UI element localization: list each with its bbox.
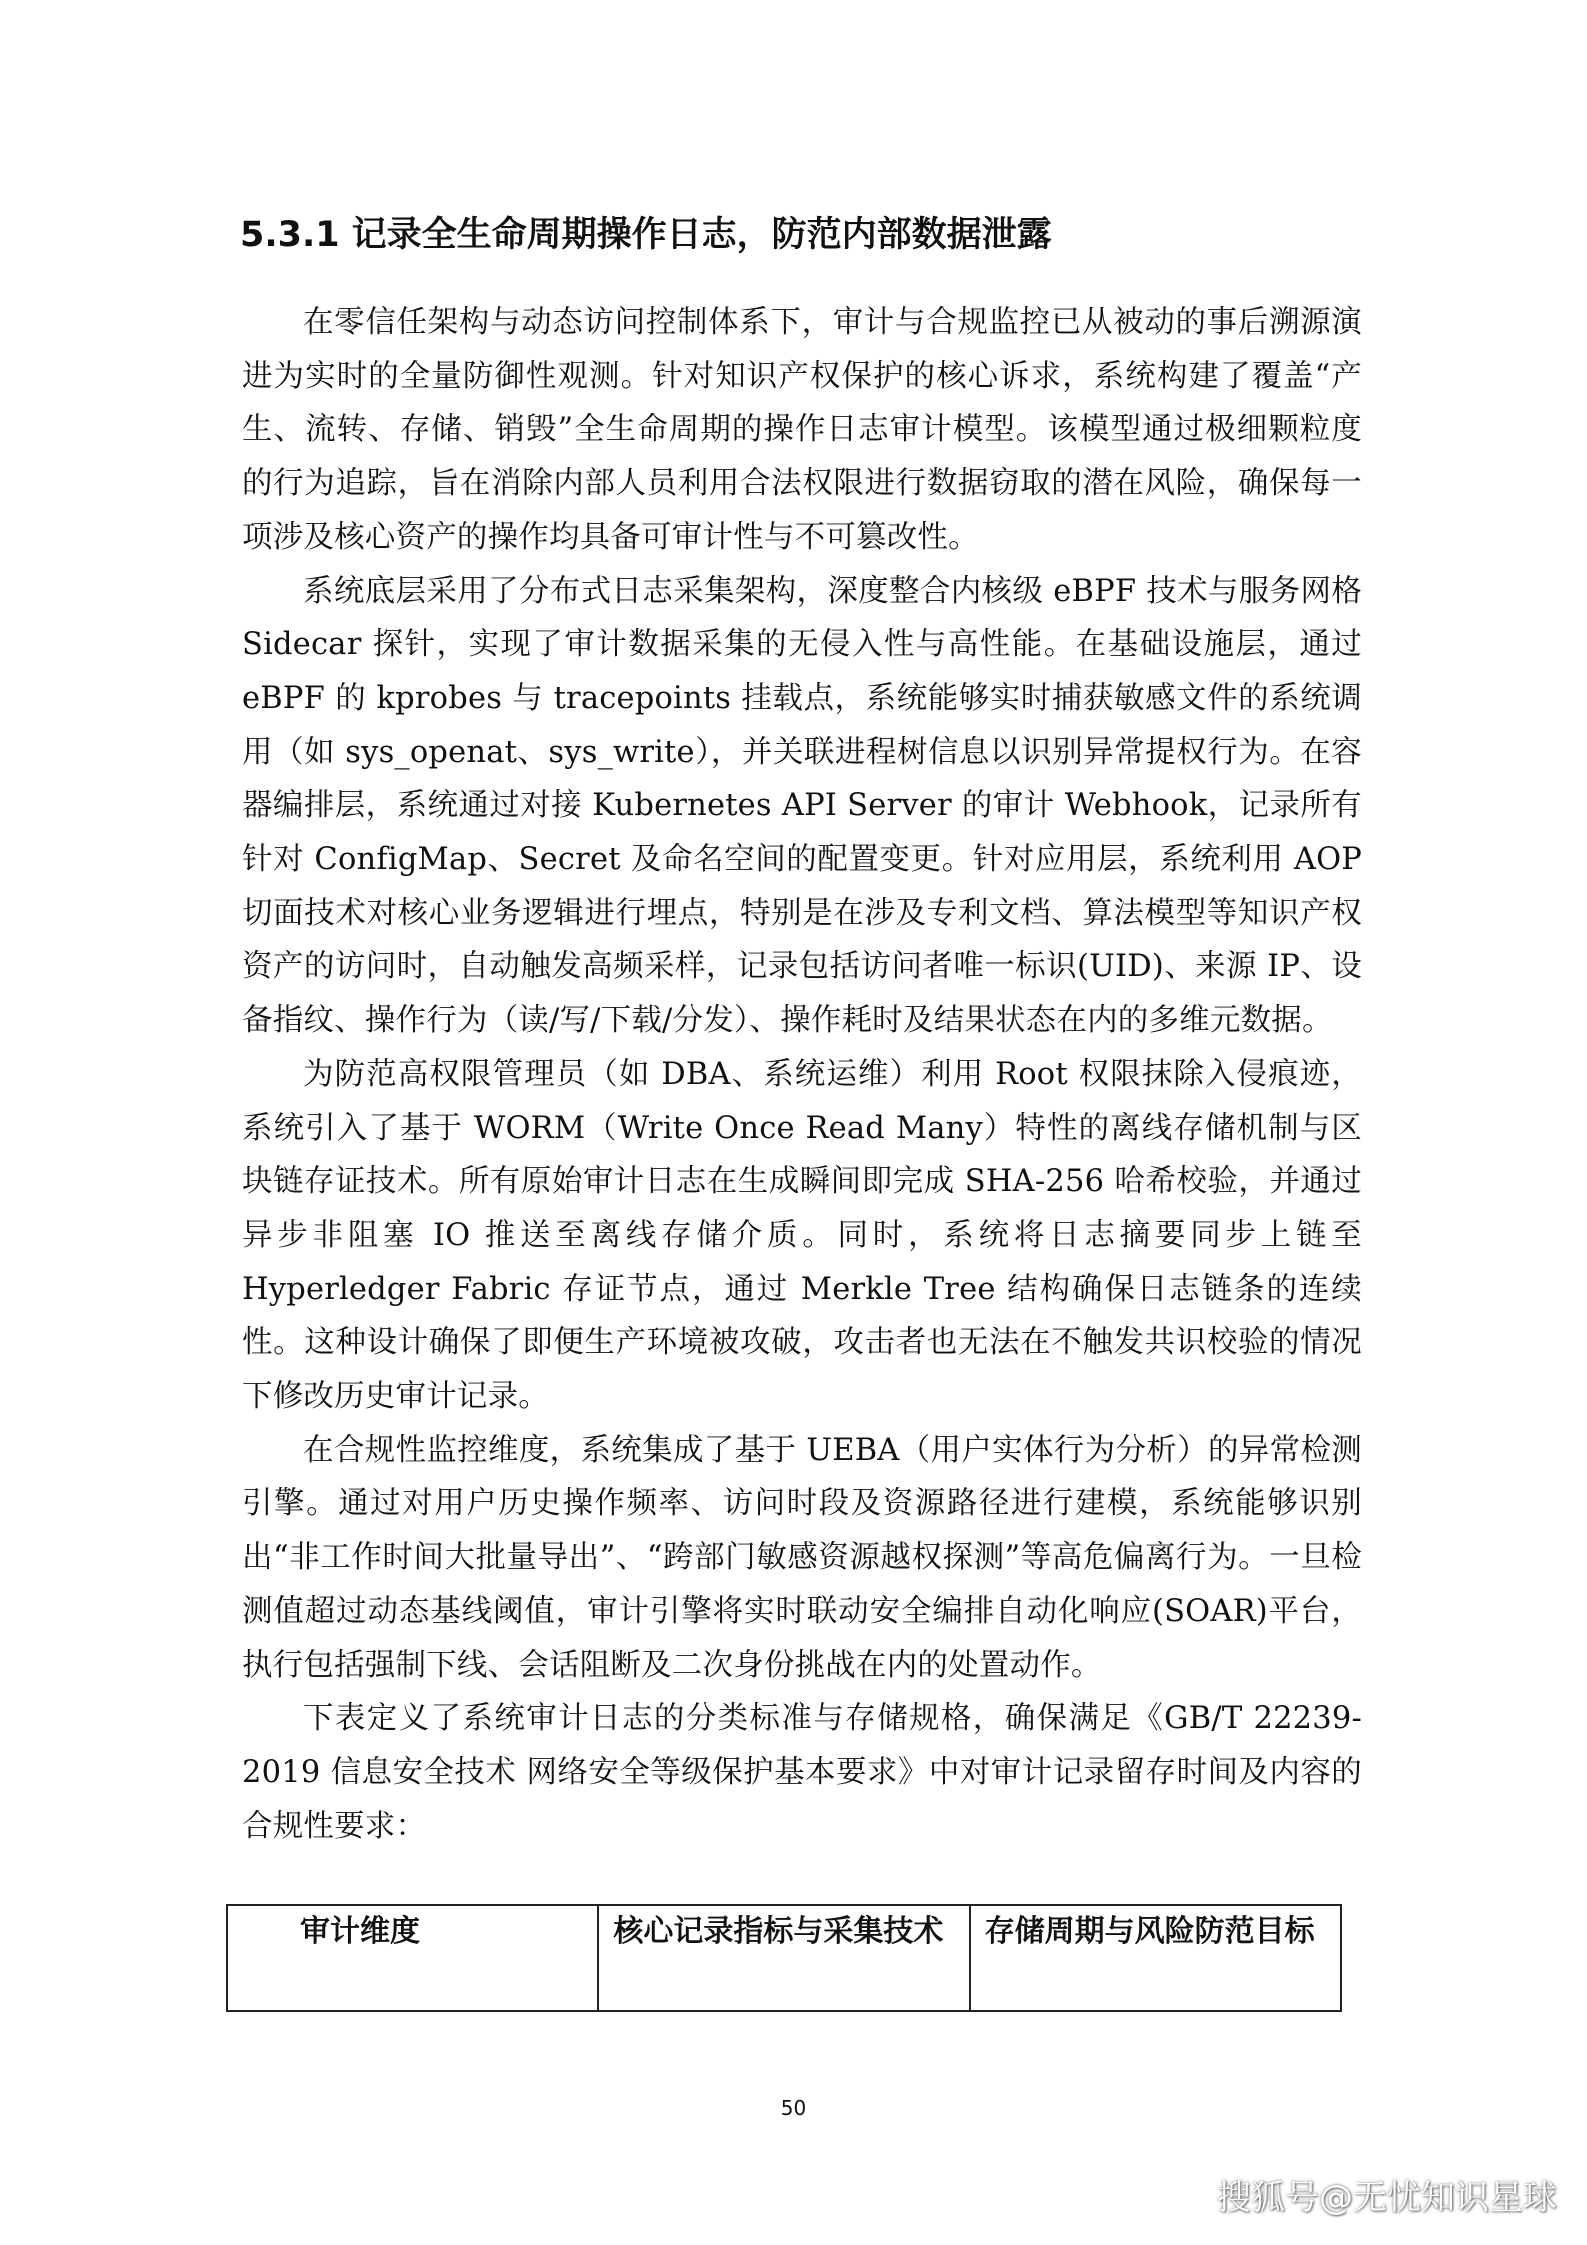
table-header-cell: 存储周期与风险防范目标 bbox=[970, 1905, 1341, 2011]
section-heading bbox=[240, 204, 1360, 266]
table-header-cell: 审计维度 bbox=[227, 1905, 598, 2011]
paragraph: 系统底层采用了分布式日志采集架构，深度整合内核级 eBPF 技术与服务网格 Sidecar 探针，实现了审计数据采集的无侵入性与高性能。在基础设施层，通过 eBPF 的 kprobes 与 tracepoints 挂载点，系统能够实时捕获敏感文件的系统调用（如 sys_openat、sys_write），并关联进程树信息以识别异常提权行为。在容器编排层，系统通过对接 Kubernetes API Server 的审计 Webhook，记录所有针对 ConfigMap、Secret 及命名空间的配置变更。针对应用层，系统利用 AOP 切面技术对核心业务逻辑进行埋点，特别是在涉及专利文档、算法模型等知识产权资产的访问时，自动触发高频采样，记录包括访问者唯一标识(UID)、来源 IP、设备指纹、操作行为（读/写/下载/分发）、操作耗时及结果状态在内的多维元数据。 bbox=[242, 573, 1362, 1039]
section-title: 记录全生命周期操作日志，防范内部数据泄露 bbox=[351, 215, 1052, 255]
body-text bbox=[242, 296, 1362, 1853]
table-header-row bbox=[227, 1905, 1341, 2011]
paragraph: 在合规性监控维度，系统集成了基于 UEBA（用户实体行为分析）的异常检测引擎。通过对用户历史操作频率、访问时段及资源路径进行建模，系统能够识别出“非工作时间大批量导出”、“跨部门敏感资源越权探测”等高危偏离行为。一旦检测值超过动态基线阈值，审计引擎将实时联动安全编排自动化响应(SOAR)平台，执行包括强制下线、会话阻断及二次身份挑战在内的处置动作。 bbox=[242, 1432, 1362, 1683]
watermark: 搜狐号@无忧知识星球 bbox=[1217, 2178, 1557, 2218]
page-number: 50 bbox=[780, 2096, 807, 2120]
audit-log-table bbox=[226, 1904, 1342, 2012]
paragraph: 下表定义了系统审计日志的分类标准与存储规格，确保满足《GB/T 22239-2019 信息安全技术 网络安全等级保护基本要求》中对审计记录留存时间及内容的合规性要求： bbox=[242, 1701, 1362, 1844]
table-header-cell: 核心记录指标与采集技术 bbox=[598, 1905, 969, 2011]
paragraph: 为防范高权限管理员（如 DBA、系统运维）利用 Root 权限抹除入侵痕迹，系统引入了基于 WORM（Write Once Read Many）特性的离线存储机制与区块链存证技术。所有原始审计日志在生成瞬间即完成 SHA-256 哈希校验，并通过异步非阻塞 IO 推送至离线存储介质。同时，系统将日志摘要同步上链至 Hyperledger Fabric 存证节点，通过 Merkle Tree 结构确保日志链条的连续性。这种设计确保了即便生产环境被攻破，攻击者也无法在不触发共识校验的情况下修改历史审计记录。 bbox=[242, 1056, 1362, 1415]
section-number: 5.3.1 bbox=[240, 215, 340, 255]
paragraph: 在零信任架构与动态访问控制体系下，审计与合规监控已从被动的事后溯源演进为实时的全量防御性观测。针对知识产权保护的核心诉求，系统构建了覆盖“产生、流转、存储、销毁”全生命周期的操作日志审计模型。该模型通过极细颗粒度的行为追踪，旨在消除内部人员利用合法权限进行数据窃取的潜在风险，确保每一项涉及核心资产的操作均具备可审计性与不可篡改性。 bbox=[242, 305, 1362, 555]
